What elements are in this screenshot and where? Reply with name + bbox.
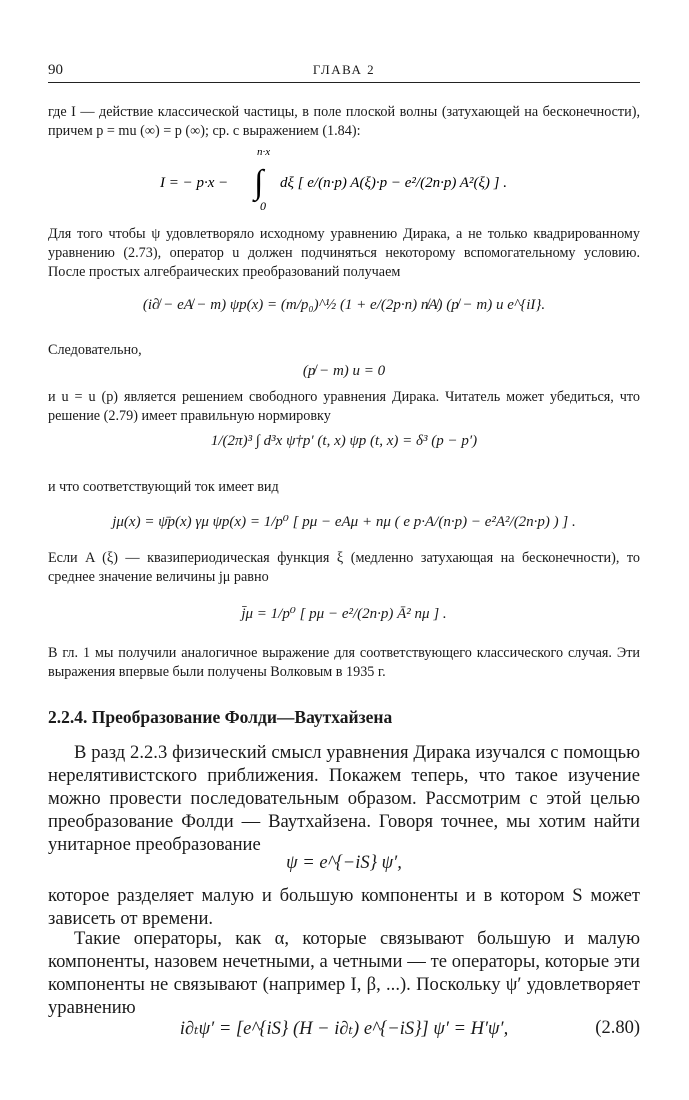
paragraph-9: которое разделяет малую и большую компоненты и в котором S может зависеть от времени. — [48, 885, 640, 929]
page-header — [48, 62, 640, 83]
paragraph-10: Такие операторы, как α, которые связывают большую и малую компоненты, назовем нечетными, а четными — те операторы, которые эти компоненты не связывают (например I, β, ...). Поскольку ψ′ удовлетворяет уравнению — [48, 928, 640, 1018]
paragraph-1: где I — действие классической частицы, в поле плоской волны (затухающей на бесконечности), причем p = mu (∞) = p (∞); ср. с выражением (1.84): — [48, 104, 640, 139]
equation-normalization: 1/(2π)³ ∫ d³x ψ†p′ (t, x) ψp (t, x) = δ³ (p − p′) — [210, 433, 478, 449]
paragraph-3: Следовательно, — [48, 342, 142, 358]
equation-fw-transform: ψ = e^{−iS} ψ′, — [286, 853, 402, 873]
equation-current: jμ(x) = ψ̄p(x) γμ ψp(x) = 1/p⁰ [ pμ − eAμ + nμ ( e p·A/(n·p) − e²A²/(2n·p) ) ] . — [112, 514, 576, 530]
eq-action-lower-limit: 0 — [260, 199, 266, 213]
equation-number: (2.80) — [595, 1018, 640, 1038]
page-number: 90 — [48, 62, 63, 78]
paragraph-8: В разд 2.2.3 физический смысл уравнения Дирака изучался с помощью нерелятивистского приближения. Покажем теперь, что такое изучение можно провести последовательным образом. Рассмотрим с этой целью преобразование Фолди — Ваутхайзена. Говоря точнее, мы хотим найти унитарное преобразование — [48, 742, 640, 855]
equation-mean-current: j̄μ = 1/p⁰ [ pμ − e²/(2n·p) Ā² nμ ] . — [241, 606, 447, 622]
paragraph-2: Для того чтобы ψ удовлетворяло исходному уравнению Дирака, а не только квадрированному уравнению (2.73), оператор u должен подчиняться некоторому вспомогательному условию. После простых алгебраических преобразований получаем — [48, 226, 640, 280]
eq-action-body: dξ [ e/(n·p) A(ξ)·p − e²/(2n·p) A²(ξ) ] . — [280, 175, 507, 191]
paragraph-7: В гл. 1 мы получили аналогичное выражение для соответствующего классического случая. Эти выражения впервые были получены Волковым в 1935 г. — [48, 645, 640, 680]
eq-action-lhs: I = − p·x − — [160, 175, 229, 191]
section-heading: 2.2.4. Преобразование Фолди—Ваутхайзена — [48, 707, 393, 727]
equation-2-80-body: i∂ₜψ′ = [e^{iS} (H − i∂ₜ) e^{−iS}] ψ′ = H′ψ′, — [179, 1019, 509, 1039]
paragraph-4: и u = u (p) является решением свободного уравнения Дирака. Читатель может убедиться, что решение (2.79) имеет правильную нормировку — [48, 389, 640, 424]
paragraph-6: Если A (ξ) — квазипериодическая функция ξ (медленно затухающая на бесконечности), то среднее значение величины jμ равно — [48, 550, 640, 585]
book-page — [48, 0, 640, 1100]
eq-action-upper-limit: n·x — [257, 146, 271, 158]
equation-2-80 — [48, 1018, 640, 1040]
paragraph-5: и что соответствующий ток имеет вид — [48, 479, 279, 495]
chapter-title: ГЛАВА 2 — [312, 62, 376, 77]
equation-dirac: (i∂̸ − eA̸ − m) ψp(x) = (m/p₀)^½ (1 + e/(2p·n) n̸A̸) (p̸ − m) u e^{iI}. — [142, 297, 546, 313]
equation-action-figure — [48, 143, 640, 213]
equation-free-dirac: (p̸ − m) u = 0 — [302, 363, 386, 379]
integral-sign: ∫ — [254, 164, 264, 201]
equation-action — [48, 143, 640, 213]
